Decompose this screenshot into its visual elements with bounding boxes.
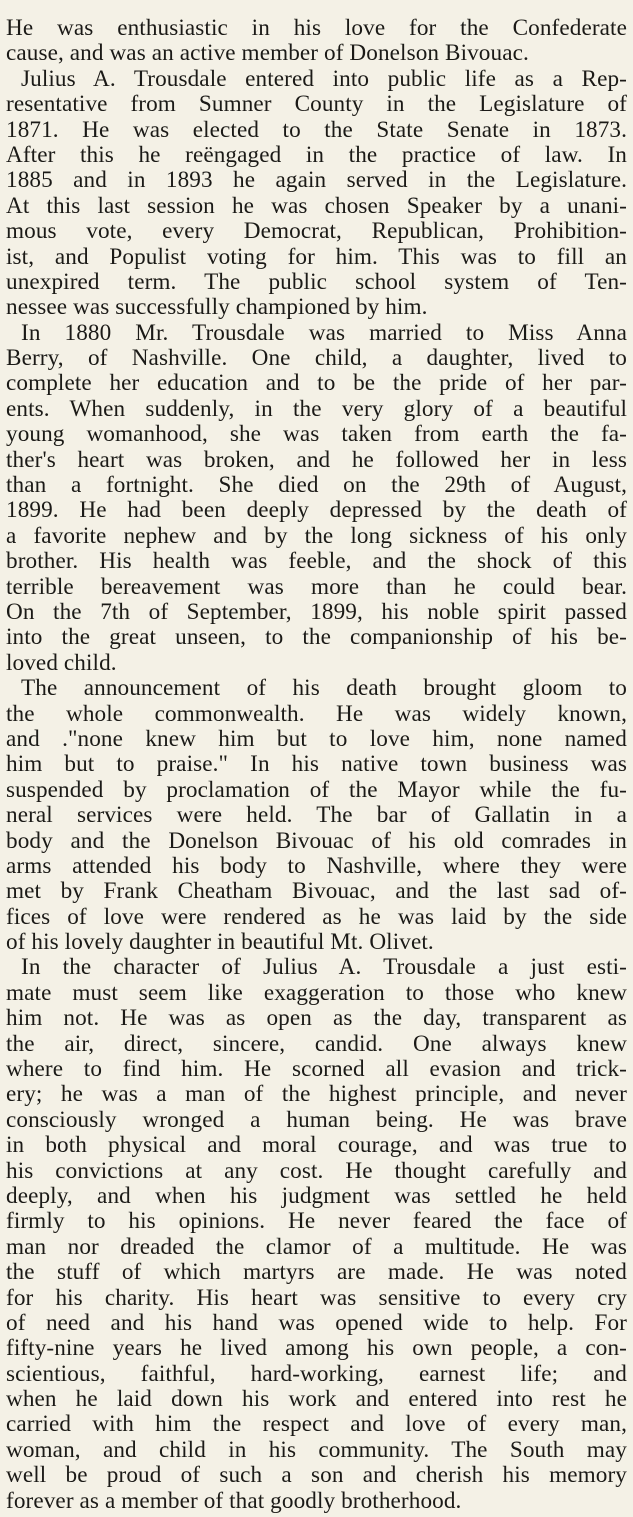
text-line: complete her education and to be the pride of her par- bbox=[6, 371, 627, 397]
text-line: suspended by proclamation of the Mayor while the fu- bbox=[6, 777, 627, 803]
paragraph bbox=[6, 321, 627, 676]
text-line: him but to praise." In his native town business was bbox=[6, 752, 627, 778]
text-line: than a fortnight. She died on the 29th of August, bbox=[6, 473, 627, 499]
text-line: into the great unseen, to the companionship of his be- bbox=[6, 625, 627, 651]
text-line: consciously wronged a human being. He was brave bbox=[6, 1107, 627, 1133]
text-line: deeply, and when his judgment was settled he held bbox=[6, 1183, 627, 1209]
paragraph bbox=[6, 676, 627, 955]
text-line: fifty-nine years he lived among his own people, a con- bbox=[6, 1336, 627, 1362]
paragraph bbox=[6, 955, 627, 1514]
text-line: arms attended his body to Nashville, where they were bbox=[6, 853, 627, 879]
text-line: Berry, of Nashville. One child, a daughter, lived to bbox=[6, 346, 627, 372]
text-line: mate must seem like exaggeration to those who knew bbox=[6, 980, 627, 1006]
text-line: cause, and was an active member of Donelson Bivouac. bbox=[6, 41, 529, 67]
text-line: and ."none knew him but to love him, none named bbox=[6, 726, 627, 752]
text-line: loved child. bbox=[6, 650, 117, 676]
text-line: the stuff of which martyrs are made. He was noted bbox=[6, 1260, 627, 1286]
text-line: well be proud of such a son and cherish his memory bbox=[6, 1463, 627, 1489]
text-line: met by Frank Cheatham Bivouac, and the last sad of- bbox=[6, 879, 627, 905]
text-line: of his lovely daughter in beautiful Mt. Olivet. bbox=[6, 930, 434, 956]
text-line: when he laid down his work and entered into rest he bbox=[6, 1387, 627, 1413]
text-line: The announcement of his death brought gloom to bbox=[21, 676, 627, 702]
text-line: fices of love were rendered as he was laid by the side bbox=[6, 904, 627, 930]
text-line: mous vote, every Democrat, Republican, Prohibition- bbox=[6, 219, 627, 245]
text-line: forever as a member of that goodly brotherhood. bbox=[6, 1488, 462, 1514]
text-line: 1899. He had been deeply depressed by the death of bbox=[6, 498, 627, 524]
text-line: On the 7th of September, 1899, his noble spirit passed bbox=[6, 599, 627, 625]
text-line: the whole commonwealth. He was widely known, bbox=[6, 701, 627, 727]
text-line: woman, and child in his community. The South may bbox=[6, 1437, 627, 1463]
text-line: brother. His health was feeble, and the shock of this bbox=[6, 549, 627, 575]
text-line: nessee was successfully championed by him. bbox=[6, 295, 428, 321]
text-line: Julius A. Trousdale entered into public life as a Rep- bbox=[21, 66, 627, 92]
text-line: ther's heart was broken, and he followed her in less bbox=[6, 447, 627, 473]
text-line: resentative from Sumner County in the Legislature of bbox=[6, 92, 627, 118]
text-line: body and the Donelson Bivouac of his old comrades in bbox=[6, 828, 627, 854]
text-line: firmly to his opinions. He never feared the face of bbox=[6, 1209, 627, 1235]
text-line: ents. When suddenly, in the very glory of a beautiful bbox=[6, 396, 627, 422]
text-line: a favorite nephew and by the long sickness of his only bbox=[6, 523, 627, 549]
text-line: terrible bereavement was more than he could bear. bbox=[6, 574, 627, 600]
text-line: for his charity. His heart was sensitive to every cry bbox=[6, 1285, 627, 1311]
text-line: ery; he was a man of the highest principle, and never bbox=[6, 1082, 627, 1108]
text-line: ist, and Populist voting for him. This was to fill an bbox=[6, 244, 627, 270]
text-line: After this he reëngaged in the practice of law. In bbox=[6, 142, 627, 168]
text-line: in both physical and moral courage, and was true to bbox=[6, 1133, 627, 1159]
text-line: In 1880 Mr. Trousdale was married to Miss Anna bbox=[21, 320, 627, 346]
text-line: 1871. He was elected to the State Senate in 1873. bbox=[6, 117, 627, 143]
text-line: him not. He was as open as the day, transparent as bbox=[6, 1006, 627, 1032]
text-line: unexpired term. The public school system of Ten- bbox=[6, 269, 627, 295]
text-column bbox=[6, 16, 627, 1514]
text-line: In the character of Julius A. Trousdale a just esti- bbox=[21, 955, 627, 981]
text-line: neral services were held. The bar of Gallatin in a bbox=[6, 803, 627, 829]
paragraph bbox=[6, 16, 627, 67]
text-line: man nor dreaded the clamor of a multitude. He was bbox=[6, 1234, 627, 1260]
text-line: carried with him the respect and love of every man, bbox=[6, 1412, 627, 1438]
text-line: of need and his hand was opened wide to help. For bbox=[6, 1310, 627, 1336]
text-line: At this last session he was chosen Speaker by a unani- bbox=[6, 193, 627, 219]
text-line: the air, direct, sincere, candid. One always knew bbox=[6, 1031, 627, 1057]
paragraph bbox=[6, 67, 627, 321]
text-line: young womanhood, she was taken from earth the fa- bbox=[6, 422, 627, 448]
text-line: 1885 and in 1893 he again served in the Legislature. bbox=[6, 168, 627, 194]
text-line: his convictions at any cost. He thought carefully and bbox=[6, 1158, 627, 1184]
text-line: scientious, faithful, hard-working, earnest life; and bbox=[6, 1361, 627, 1387]
text-line: where to find him. He scorned all evasion and trick- bbox=[6, 1057, 627, 1083]
text-line: He was enthusiastic in his love for the Confederate bbox=[6, 16, 627, 41]
